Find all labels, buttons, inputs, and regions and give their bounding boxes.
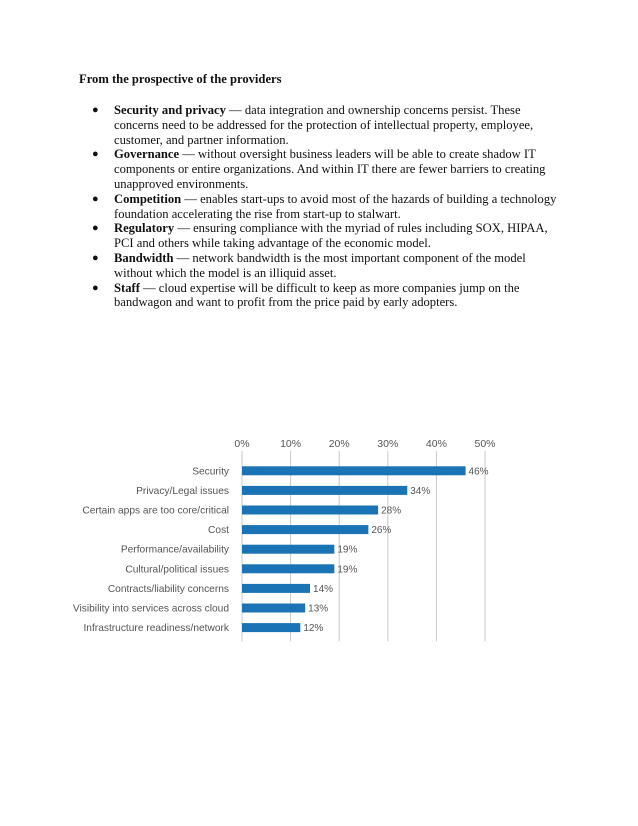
value-label: 26%	[371, 525, 392, 537]
bar	[242, 545, 334, 554]
list-item-text: — network bandwidth is the most important component of the model without which the model is an illiquid asset.	[114, 250, 526, 280]
value-label: 19%	[337, 544, 358, 556]
bullet-icon: ●	[92, 251, 99, 264]
tick-label: 30%	[377, 438, 399, 450]
list-item	[92, 147, 562, 191]
list-item-term: Bandwidth	[114, 250, 174, 265]
bar	[242, 604, 305, 613]
value-label: 14%	[313, 583, 334, 595]
bar	[242, 584, 310, 593]
list-item-text: — without oversight business leaders will be able to create shadow IT components or entire organizations. And within IT there are fewer barriers to creating unapproved environments.	[114, 147, 546, 191]
category-label: Visibility into services across cloud	[72, 603, 229, 615]
list-item	[92, 221, 562, 251]
bar	[242, 466, 466, 475]
value-label: 13%	[308, 603, 329, 615]
value-label: 34%	[410, 485, 431, 497]
list-item-term: Competition	[114, 191, 182, 206]
list-item-term: Governance	[114, 147, 180, 162]
category-label: Security	[192, 466, 229, 478]
value-label: 46%	[468, 466, 489, 478]
list-item	[92, 103, 562, 147]
list-item-text: — data integration and ownership concerns persist. These concerns need to be addressed for the protection of intellectual property, employee, customer, and partner information.	[114, 103, 534, 147]
bullet-icon: ●	[92, 222, 99, 235]
category-label: Infrastructure readiness/network	[83, 623, 229, 635]
value-label: 28%	[381, 505, 402, 517]
bullet-icon: ●	[92, 148, 99, 161]
section-heading: From the prospective of the providers	[79, 72, 282, 86]
category-label: Performance/availability	[120, 544, 229, 556]
list-item-text: — cloud expertise will be difficult to keep as more companies jump on the bandwagon and want to profit from the price paid by early adopters.	[114, 280, 520, 310]
bar	[242, 506, 378, 515]
category-label: Cost	[208, 525, 229, 537]
value-label: 19%	[337, 564, 358, 576]
value-label: 12%	[303, 623, 324, 635]
list-item-term: Regulatory	[114, 221, 175, 236]
concerns-list	[92, 103, 562, 310]
category-label: Privacy/Legal issues	[136, 485, 229, 497]
category-label: Certain apps are too core/critical	[82, 505, 229, 517]
tick-label: 40%	[425, 438, 447, 450]
bar	[242, 623, 300, 632]
tick-label: 50%	[474, 438, 496, 450]
list-item	[92, 251, 562, 281]
list-item	[92, 192, 562, 222]
list-item-term: Security and privacy	[114, 103, 226, 117]
bullet-icon: ●	[92, 104, 99, 116]
tick-label: 10%	[280, 438, 302, 450]
list-item-text: — ensuring compliance with the myriad of rules including SOX, HIPAA, PCI and others while taking advantage of the economic model.	[114, 221, 548, 251]
bar	[242, 486, 407, 495]
bullet-icon: ●	[92, 192, 99, 205]
list-item	[92, 281, 562, 311]
list-item-term: Staff	[114, 280, 140, 295]
bar	[242, 564, 334, 573]
category-label: Cultural/political issues	[125, 564, 229, 576]
category-label: Contracts/liability concerns	[107, 583, 229, 595]
bar	[242, 525, 368, 534]
tick-label: 20%	[328, 438, 350, 450]
tick-label: 0%	[234, 438, 250, 450]
concerns-bar-chart	[70, 437, 500, 642]
bullet-icon: ●	[92, 281, 99, 294]
list-item-text: — enables start-ups to avoid most of the hazards of building a technology foundation accelerating the rise from start-up to stalwart.	[114, 191, 557, 221]
